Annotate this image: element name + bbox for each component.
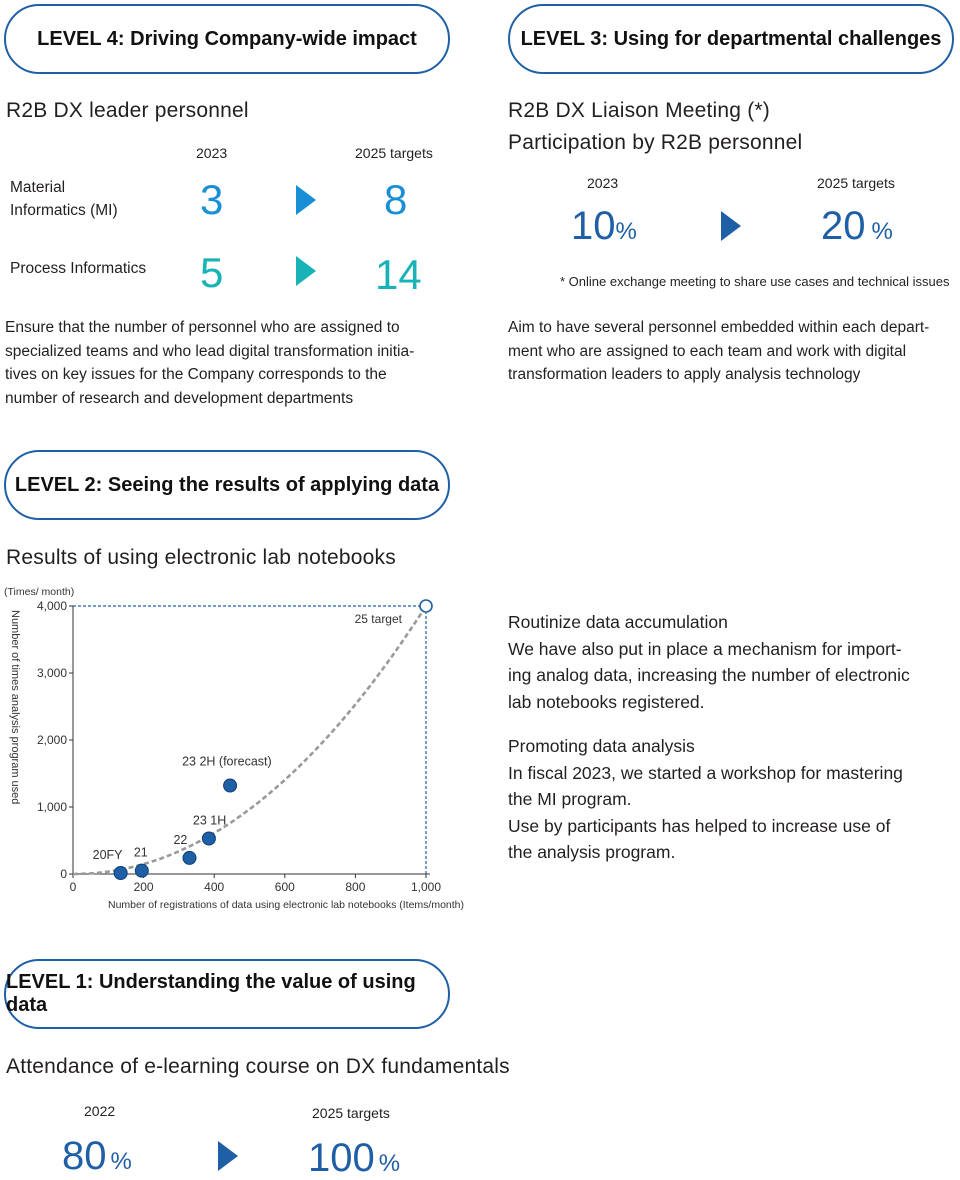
level4-row2-2025: 14 — [375, 251, 422, 298]
level1-value-2025: 100 % — [308, 1136, 401, 1180]
level3-description: Aim to have several personnel embedded within each depart- ment who are assigned to each team and work with digital transformation leaders to apply analysis technology — [508, 319, 930, 383]
arrow-right-icon — [296, 256, 316, 286]
text1-title: Routinize data accumulation — [508, 612, 728, 632]
level4-col-2025: 2025 targets — [355, 145, 433, 161]
target-label: 25 target — [354, 612, 402, 626]
y-tick-label: 4,000 — [36, 599, 67, 613]
ela-chart — [0, 580, 480, 920]
y-tick-label: 0 — [60, 867, 67, 881]
x-tick-label: 200 — [133, 880, 154, 894]
level4-row2-label: Process Informatics — [10, 260, 147, 277]
level4-row1-label: Material Informatics (MI) — [10, 179, 118, 219]
data-point — [183, 851, 196, 864]
y-tick-label: 2,000 — [36, 733, 67, 747]
level3-col-2025: 2025 targets — [817, 175, 895, 191]
arrow-right-icon — [218, 1141, 238, 1171]
level4-badge — [4, 4, 450, 74]
y-tick-label: 1,000 — [36, 800, 67, 814]
level2-heading: Results of using electronic lab notebooks — [6, 546, 396, 569]
x-tick-label: 800 — [345, 880, 366, 894]
text2-title: Promoting data analysis — [508, 736, 695, 756]
level1-value-2022: 80 % — [62, 1134, 132, 1178]
level4-description: Ensure that the number of personnel who are assigned to specialized teams and who lead digital transformation initia- tives on key issues for the Company corresponds to the number of research and development departments — [5, 319, 415, 407]
level3-value-2025: 20 % — [821, 204, 893, 248]
level4-title: LEVEL 4: Driving Company-wide impact — [37, 27, 417, 50]
level4-heading: R2B DX leader personnel — [6, 99, 249, 122]
level3-badge — [508, 4, 954, 74]
level1-col-2025: 2025 targets — [312, 1105, 390, 1121]
data-point-label: 23 2H (forecast) — [182, 754, 272, 769]
level2-title: LEVEL 2: Seeing the results of applying data — [14, 473, 440, 496]
y-unit-label: (Times/ month) — [4, 586, 75, 598]
x-tick-label: 0 — [69, 880, 77, 894]
y-tick-label: 3,000 — [36, 666, 67, 680]
level2-badge — [4, 450, 450, 520]
data-point-label: 23 1H — [192, 813, 227, 828]
level2-text: Routinize data accumulation We have also put in place a mechanism for import- ing analog data, increasing the number of electronic lab notebooks registered. Promoting data analysis In fiscal 2023, we started a workshop for mastering the MI program. Use by participants has helped to increase use of the analysis program. — [508, 609, 954, 866]
level1-heading: Attendance of e-learning course on DX fundamentals — [6, 1055, 510, 1078]
arrow-right-icon — [296, 185, 316, 215]
data-point-label: 20FY — [92, 847, 123, 862]
data-point-label: 22 — [173, 832, 188, 847]
level3-col-2023: 2023 — [587, 175, 619, 191]
level4-row1-2023: 3 — [200, 176, 224, 223]
data-point-label: 21 — [133, 845, 148, 860]
data-point — [202, 832, 215, 845]
y-axis-label: Number of times analysis program used — [9, 610, 21, 805]
x-tick-label: 1,000 — [410, 880, 442, 894]
level3-heading-line2: Participation by R2B personnel — [508, 131, 803, 154]
x-tick-label: 600 — [274, 880, 295, 894]
level3-title: LEVEL 3: Using for departmental challenges — [520, 27, 942, 50]
level4-col-2023: 2023 — [196, 145, 228, 161]
level1-col-2022: 2022 — [84, 1103, 116, 1119]
x-axis-label: Number of registrations of data using electronic lab notebooks (Items/month) — [108, 899, 465, 911]
level4-row2-2023: 5 — [200, 249, 224, 296]
level3-heading-line1: R2B DX Liaison Meeting (*) — [508, 99, 770, 122]
data-point — [135, 864, 148, 877]
level3-value-2023: 10% — [571, 204, 637, 248]
level3-footnote: * Online exchange meeting to share use cases and technical issues — [560, 274, 950, 289]
level1-title: LEVEL 1: Understanding the value of using data — [6, 971, 416, 1016]
trend-line — [73, 606, 426, 874]
target-point — [420, 600, 432, 612]
x-tick-label: 400 — [204, 880, 225, 894]
data-point — [224, 779, 237, 792]
level1-badge — [4, 959, 450, 1029]
data-point — [114, 866, 127, 879]
arrow-right-icon — [721, 211, 741, 241]
level4-row1-2025: 8 — [384, 176, 408, 223]
